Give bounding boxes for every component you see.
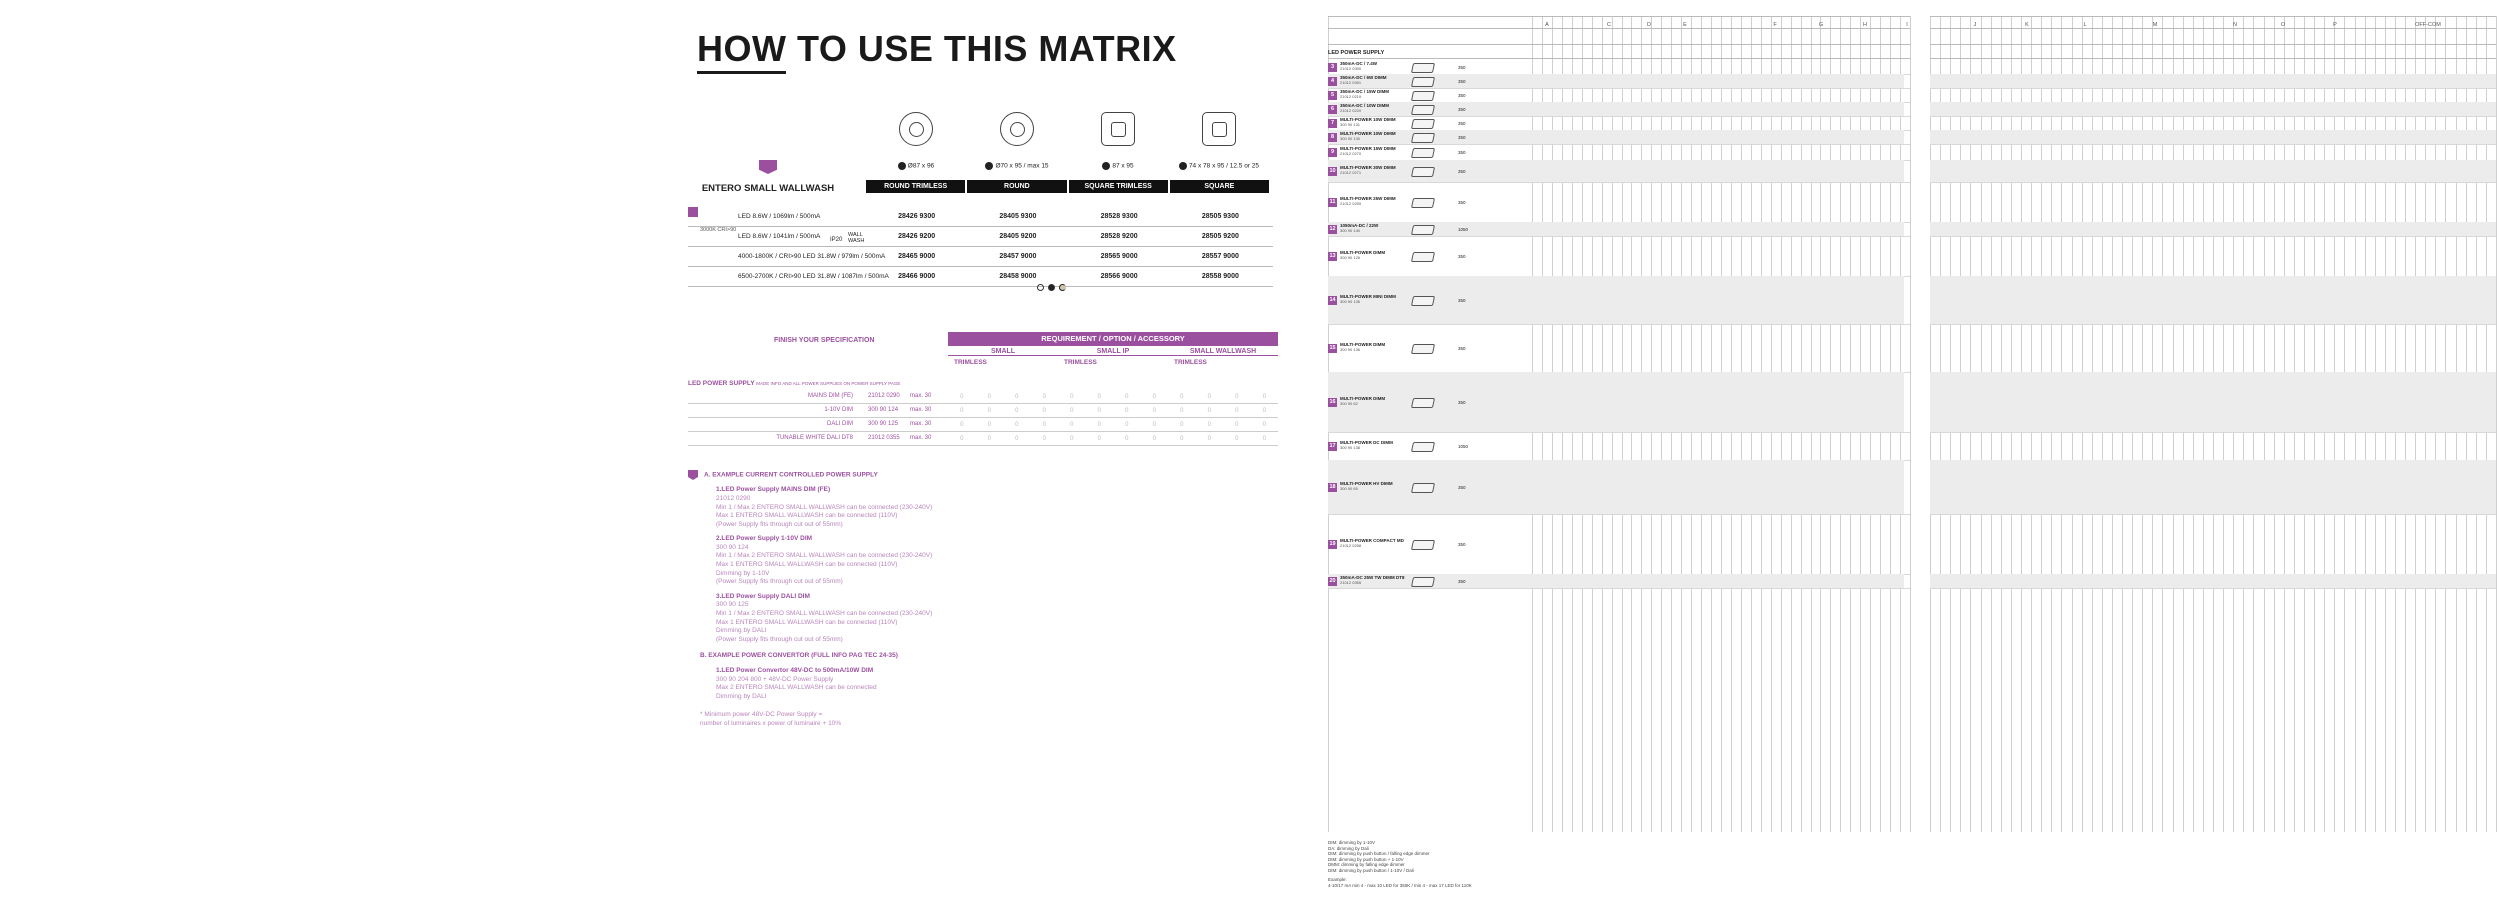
fixture-dim: 87 x 95 bbox=[1112, 162, 1134, 170]
row-number: 20 bbox=[1329, 577, 1336, 584]
power-supply-icon bbox=[1411, 296, 1435, 306]
matrix-column-letter: E bbox=[1683, 22, 1687, 28]
psu-current: 350 bbox=[1458, 134, 1466, 140]
power-supply-icon bbox=[1411, 63, 1435, 73]
info-icon bbox=[1179, 162, 1187, 170]
finish-swatches bbox=[1037, 284, 1066, 291]
footnote: 4-10/17 mA min 4 - max 10 LED for 350K / min 4 - max 17 LED for 110K bbox=[1328, 882, 1472, 888]
matrix-column-letter: A bbox=[1545, 22, 1549, 28]
wallwash-label: WALL WASH bbox=[848, 232, 865, 244]
psu-current: 350 bbox=[1458, 345, 1466, 351]
note-line: 300 90 124 bbox=[716, 543, 749, 551]
psu-model: 1050mA-DC / 22W 300 90 140 bbox=[1340, 222, 1379, 233]
psu-label-text: LED POWER SUPPLY bbox=[688, 380, 755, 387]
psu-model: MULTI-POWER 10W DIMM 300 90 130 bbox=[1340, 130, 1396, 141]
psu-model: MULTI-POWER HV DIMM 300 90 65 bbox=[1340, 480, 1393, 491]
footnote: DIM: dimming by push button / 1-10V / Dali bbox=[1328, 867, 1414, 873]
psu-qty: max. 30 bbox=[910, 393, 932, 399]
power-supply-icon bbox=[1411, 77, 1435, 87]
variant-label: 6500-2700K / CRI>90 LED 31.8W / 1087lm / 500mA bbox=[738, 273, 889, 280]
note-line: Max 1 ENTERO SMALL WALLWASH can be connected (110V) bbox=[716, 512, 898, 520]
matrix-row-shade bbox=[1930, 160, 2496, 182]
footnote: DIM: dimming by push button / falling edge dimmer bbox=[1328, 851, 1430, 856]
matrix-row bbox=[1328, 116, 1904, 130]
fixture-dim: 74 x 78 x 95 / 12.5 or 25 bbox=[1188, 162, 1260, 170]
power-supply-icon bbox=[1411, 119, 1435, 129]
product-block bbox=[688, 160, 848, 194]
fixture-square bbox=[1169, 112, 1269, 170]
finish-subgroup: TRIMLESS bbox=[954, 359, 987, 366]
matrix-column-letter: J bbox=[1973, 22, 1977, 28]
square-downlight-icon bbox=[1202, 112, 1236, 146]
matrix-footnotes bbox=[1328, 840, 1472, 888]
article-code: 28426 9300 bbox=[898, 213, 936, 220]
finish-group: SMALL IP bbox=[1058, 348, 1168, 356]
row-number: 18 bbox=[1329, 483, 1336, 490]
variant-row bbox=[688, 267, 1273, 287]
footnote: DIM: dimming by push button + 1-10V bbox=[1328, 856, 1404, 862]
psu-current: 350 bbox=[1458, 78, 1466, 84]
article-code: 28558 9000 bbox=[1201, 273, 1239, 280]
row-number: 17 bbox=[1329, 442, 1336, 449]
finish-group: SMALL WALLWASH bbox=[1168, 348, 1278, 356]
matrix-column-letter: L bbox=[2083, 22, 2087, 28]
grid-line bbox=[1930, 58, 2496, 59]
info-icon bbox=[1102, 162, 1110, 170]
matrix-row bbox=[1328, 236, 1904, 276]
variant-row bbox=[688, 207, 1273, 227]
grid-line bbox=[1930, 28, 2496, 29]
note-line: 21012 0290 bbox=[716, 494, 751, 502]
grid-line bbox=[1930, 44, 2496, 45]
matrix-row bbox=[1328, 574, 1904, 588]
note-line: 300 90 125 bbox=[716, 601, 749, 609]
notes-a-title: A. EXAMPLE CURRENT CONTROLLED POWER SUPPLY bbox=[688, 470, 948, 480]
note-line: Min 1 / Max 2 ENTERO SMALL WALLWASH can be connected (230-240V) bbox=[716, 552, 933, 560]
variant-row bbox=[688, 227, 1273, 247]
grid-line bbox=[1328, 28, 1910, 29]
note-line: Dimming by DALI bbox=[716, 692, 767, 700]
power-supply-icon bbox=[1411, 105, 1435, 115]
footnote: DA: dimming by Dali bbox=[1328, 845, 1369, 851]
grid-line bbox=[1930, 432, 2496, 433]
matrix-column-letter: C bbox=[1607, 22, 1611, 28]
gold-swatch-icon bbox=[1059, 284, 1066, 291]
grid-line bbox=[1328, 44, 1910, 45]
psu-current: 1050 bbox=[1458, 226, 1469, 232]
matrix-row-shade bbox=[1930, 102, 2496, 116]
matrix-row-shade bbox=[1930, 130, 2496, 144]
grid-line bbox=[1930, 116, 2496, 117]
article-code: 28466 9000 bbox=[898, 273, 936, 280]
row-number: 19 bbox=[1329, 540, 1336, 547]
variant-table bbox=[688, 207, 1273, 287]
article-code: 28465 9000 bbox=[898, 253, 936, 260]
matrix-row bbox=[1328, 460, 1904, 514]
page-title bbox=[697, 28, 1177, 70]
psu-model: MULTI-POWER DIMM 300 90 136 bbox=[1340, 341, 1386, 352]
article-code: 28405 9300 bbox=[999, 213, 1037, 220]
psu-name: TUNABLE WHITE DALI DT8 bbox=[776, 435, 853, 441]
note-tag-icon bbox=[688, 470, 698, 480]
requirement-bar: REQUIREMENT / OPTION / ACCESSORY bbox=[948, 332, 1278, 346]
psu-current: 350 bbox=[1458, 297, 1466, 303]
psu-current: 350 bbox=[1458, 149, 1466, 155]
article-code: 28528 9300 bbox=[1100, 213, 1138, 220]
article-code: 28458 9000 bbox=[999, 273, 1037, 280]
finish-groups bbox=[948, 348, 1278, 356]
finish-subgroup: TRIMLESS bbox=[1064, 359, 1097, 366]
row-number: 7 bbox=[1328, 119, 1337, 128]
psu-code: 21012 0355 bbox=[868, 435, 900, 441]
matrix-row bbox=[1328, 432, 1904, 460]
row-number: 3 bbox=[1328, 63, 1337, 72]
product-badge-icon bbox=[759, 160, 777, 174]
note-line: (Power Supply fits through cut out of 55mm) bbox=[716, 635, 843, 643]
row-number: 14 bbox=[1329, 296, 1336, 303]
title-prefix: HOW bbox=[697, 28, 786, 74]
note-line: Max 1 ENTERO SMALL WALLWASH can be connected (110V) bbox=[716, 561, 898, 569]
matrix-row bbox=[1328, 372, 1904, 432]
matrix-column-letter: F bbox=[1773, 22, 1777, 28]
ip-rating: IP20 bbox=[830, 237, 843, 243]
psu-model: MULTI-POWER MINI DIMM 300 90 135 bbox=[1340, 293, 1396, 304]
footnote: Example: bbox=[1328, 877, 1347, 882]
matrix-column-letter: H bbox=[1863, 22, 1867, 28]
article-code: 28566 9000 bbox=[1100, 273, 1138, 280]
psu-row: MAINS DIM (FE) 21012 0290 max. 30 0 0 0 0 0 0 0 0 0 0 0 0 bbox=[688, 390, 1278, 404]
grid-line bbox=[1910, 16, 1911, 832]
product-name: ENTERO SMALL WALLWASH bbox=[701, 183, 835, 194]
power-supply-icon bbox=[1411, 577, 1435, 587]
grid-line bbox=[1328, 16, 1910, 17]
note-heading: 3.LED Power Supply DALI DIM bbox=[716, 592, 810, 600]
psu-current: 350 bbox=[1458, 106, 1466, 112]
note-line: 300 90 204 800 + 48V-DC Power Supply bbox=[716, 675, 834, 683]
power-supply-icon bbox=[1411, 442, 1435, 452]
matrix-row bbox=[1328, 160, 1904, 182]
article-code: 28405 9200 bbox=[999, 233, 1037, 240]
grid-line bbox=[1930, 144, 2496, 145]
row-number: 6 bbox=[1328, 105, 1337, 114]
matrix-row-shade bbox=[1930, 74, 2496, 88]
psu-model: MULTI-POWER 25W DIMM 21012 0259 bbox=[1340, 195, 1396, 206]
row-number: 16 bbox=[1329, 398, 1336, 405]
matrix-row bbox=[1328, 144, 1904, 160]
fixture-dim: Ø87 x 96 bbox=[907, 162, 935, 170]
note-foot: number of luminaires x power of luminaire + 10% bbox=[700, 719, 842, 727]
note-line: Dimming by 1-10V bbox=[716, 569, 770, 577]
power-supply-icon bbox=[1411, 398, 1435, 408]
white-swatch-icon bbox=[1037, 284, 1044, 291]
power-supply-icon bbox=[1411, 540, 1435, 550]
note-line: (Power Supply fits through cut out of 55mm) bbox=[716, 578, 843, 586]
note-line: Max 1 ENTERO SMALL WALLWASH can be connected (110V) bbox=[716, 618, 898, 626]
note-foot: * Minimum power 48V-DC Power Supply = bbox=[700, 711, 823, 719]
matrix-row-shade bbox=[1930, 460, 2496, 514]
article-code: 28528 9200 bbox=[1100, 233, 1138, 240]
column-header: SQUARE bbox=[1170, 180, 1269, 193]
finish-group: SMALL bbox=[948, 348, 1058, 356]
variant-label: 4000-1800K / CRI>90 LED 31.8W / 979lm / 500mA bbox=[738, 253, 886, 260]
psu-current: 350 bbox=[1458, 120, 1466, 126]
matrix-row bbox=[1328, 60, 1904, 74]
matrix-column-letter: G bbox=[1818, 22, 1824, 28]
psu-current: 350 bbox=[1458, 541, 1466, 547]
psu-model: MULTI-POWER DIMM 300 90 126 bbox=[1340, 249, 1386, 260]
power-supply-icon bbox=[1411, 225, 1435, 235]
row-number: 13 bbox=[1329, 252, 1336, 259]
psu-current: 350 bbox=[1458, 484, 1466, 490]
finish-subgroup: TRIMLESS bbox=[1174, 359, 1207, 366]
grid-line bbox=[1328, 588, 1910, 589]
psu-name: MAINS DIM (FE) bbox=[808, 393, 853, 399]
matrix-row-shade bbox=[1930, 574, 2496, 588]
matrix-column-letter: P bbox=[2333, 22, 2337, 28]
matrix-row bbox=[1328, 74, 1904, 88]
article-code: 28426 9200 bbox=[898, 233, 936, 240]
grid-line bbox=[1930, 88, 2496, 89]
note-line: Min 1 / Max 2 ENTERO SMALL WALLWASH can be connected (230-240V) bbox=[716, 610, 933, 618]
round-downlight-icon bbox=[899, 112, 933, 146]
fixture-round bbox=[967, 112, 1067, 170]
row-number: 10 bbox=[1329, 167, 1336, 174]
psu-qty: max. 30 bbox=[910, 421, 932, 427]
note-heading: 1.LED Power Convertor 48V-DC to 500mA/10W DIM bbox=[716, 667, 874, 674]
matrix-row bbox=[1328, 102, 1904, 116]
article-code: 28557 9000 bbox=[1201, 253, 1239, 260]
fixture-square-trimless bbox=[1068, 112, 1168, 170]
psu-model: MULTI-POWER 15W DIMM 21012 0270 bbox=[1340, 145, 1396, 156]
matrix-column-letter: D bbox=[1647, 22, 1651, 28]
psu-current: 350 bbox=[1458, 199, 1466, 205]
notes-b-title: B. EXAMPLE POWER CONVERTOR (FULL INFO PAG TEC 24-35) bbox=[700, 652, 898, 660]
psu-qty: max. 30 bbox=[910, 407, 932, 413]
power-supply-icon bbox=[1411, 483, 1435, 493]
variant-cct: 3000K CRI>90 bbox=[700, 227, 737, 233]
article-code: 28457 9000 bbox=[999, 253, 1037, 260]
matrix-row bbox=[1328, 88, 1904, 102]
matrix-row bbox=[1328, 324, 1904, 372]
psu-row: TUNABLE WHITE DALI DT8 21012 0355 max. 30 0 0 0 0 0 0 0 0 0 0 0 0 bbox=[688, 432, 1278, 446]
psu-name: DALI DIM bbox=[826, 421, 853, 427]
variant-label: LED 8.6W / 1069lm / 500mA bbox=[738, 213, 821, 220]
psu-model: MULTI-POWER 10W DIMM 300 90 131 bbox=[1340, 116, 1396, 127]
matrix-row-shade bbox=[1930, 372, 2496, 432]
title-rest: TO USE THIS MATRIX bbox=[786, 28, 1177, 69]
psu-model: MULTI-POWER DIMM 300 90 62 bbox=[1340, 395, 1386, 406]
psu-code: 21012 0290 bbox=[868, 393, 900, 399]
psu-model: MULTI-POWER COMPACT MD 21012 0258 bbox=[1340, 537, 1404, 548]
psu-name: 1-10V DIM bbox=[824, 407, 853, 413]
grid-line bbox=[1930, 182, 2496, 183]
psu-current: 350 bbox=[1458, 64, 1466, 70]
grid-line bbox=[1930, 514, 2496, 515]
matrix-row bbox=[1328, 514, 1904, 574]
article-code: 28505 9200 bbox=[1201, 233, 1239, 240]
psu-label bbox=[688, 380, 900, 387]
matrix-column-letter: K bbox=[2025, 22, 2029, 28]
grid-line bbox=[1328, 58, 1910, 59]
finish-subgroups bbox=[948, 359, 1278, 366]
matrix-column-letter: N bbox=[2233, 22, 2237, 28]
matrix-row bbox=[1328, 130, 1904, 144]
black-swatch-icon bbox=[1048, 284, 1055, 291]
matrix-column-letter: O bbox=[2280, 22, 2286, 28]
psu-model: 350mA-DC 25W TW DIMM DT8 21012 0355 bbox=[1340, 574, 1405, 585]
psu-row: 1-10V DIM 300 90 124 max. 30 0 0 0 0 0 0 0 0 0 0 0 0 bbox=[688, 404, 1278, 418]
psu-qty: max. 30 bbox=[910, 435, 932, 441]
note-line: Min 1 / Max 2 ENTERO SMALL WALLWASH can be connected (230-240V) bbox=[716, 503, 933, 511]
column-header: ROUND bbox=[967, 180, 1066, 193]
column-header: SQUARE TRIMLESS bbox=[1069, 180, 1168, 193]
round-downlight-icon bbox=[1000, 112, 1034, 146]
row-number: 12 bbox=[1329, 225, 1336, 232]
matrix-column-letter: M bbox=[2152, 22, 2158, 28]
matrix-row-shade bbox=[1930, 276, 2496, 324]
column-header: ROUND TRIMLESS bbox=[866, 180, 965, 193]
matrix-column-letter: I bbox=[1906, 22, 1908, 28]
variant-row bbox=[688, 247, 1273, 267]
psu-current: 350 bbox=[1458, 168, 1466, 174]
row-number: 4 bbox=[1328, 77, 1337, 86]
psu-model: 350mA-DC / 10W DIMM 21012 0220 bbox=[1340, 102, 1390, 113]
note-heading: 1.LED Power Supply MAINS DIM (FE) bbox=[716, 486, 831, 494]
info-icon bbox=[898, 162, 906, 170]
column-header-row bbox=[866, 180, 1271, 193]
fixture-round-trimless bbox=[866, 112, 966, 170]
note-heading: 2.LED Power Supply 1-10V DIM bbox=[716, 535, 813, 543]
psu-code: 300 90 124 bbox=[868, 407, 899, 413]
article-code: 28565 9000 bbox=[1100, 253, 1138, 260]
fixture-dim: Ø70 x 95 / max 15 bbox=[995, 162, 1049, 170]
psu-current: 350 bbox=[1458, 578, 1466, 584]
power-supply-icon bbox=[1411, 344, 1435, 354]
square-downlight-icon bbox=[1101, 112, 1135, 146]
note-line: (Power Supply fits through cut out of 55mm) bbox=[716, 520, 843, 528]
power-supply-icon bbox=[1411, 91, 1435, 101]
grid-line bbox=[1930, 588, 2496, 589]
psu-model: MULTI-POWER DC DIMM 300 90 138 bbox=[1340, 439, 1393, 450]
matrix-psu-title: LED POWER SUPPLY bbox=[1328, 50, 1385, 56]
power-supply-icon bbox=[1411, 148, 1435, 158]
psu-current: 1050 bbox=[1458, 443, 1469, 449]
matrix-row bbox=[1328, 276, 1904, 324]
row-number: 9 bbox=[1328, 148, 1337, 157]
grid-line bbox=[2496, 16, 2497, 832]
power-supply-icon bbox=[1411, 252, 1435, 262]
grid-line bbox=[1930, 236, 2496, 237]
psu-code: 300 90 125 bbox=[868, 421, 899, 427]
psu-model: MULTI-POWER 30W DIMM 21012 0271 bbox=[1340, 164, 1396, 175]
variant-label: LED 8.6W / 1041lm / 500mA bbox=[738, 233, 821, 240]
matrix-top-label: OFF-COM bbox=[2415, 22, 2441, 28]
row-number: 8 bbox=[1328, 133, 1337, 142]
power-supply-icon bbox=[1411, 167, 1435, 177]
note-line: Dimming by DALI bbox=[716, 627, 767, 635]
grid-line bbox=[1930, 324, 2496, 325]
row-number: 15 bbox=[1329, 344, 1336, 351]
grid-line bbox=[1930, 16, 2496, 17]
psu-current: 350 bbox=[1458, 253, 1466, 259]
finish-title: FINISH YOUR SPECIFICATION bbox=[774, 337, 875, 344]
row-number: 5 bbox=[1328, 91, 1337, 100]
psu-model: 350mA-DC / 6W DIMM 21012 0391 bbox=[1340, 74, 1387, 85]
matrix-row bbox=[1328, 222, 1904, 236]
note-line: Max 2 ENTERO SMALL WALLWASH can be connected bbox=[716, 684, 877, 692]
psu-model: 350mA-DC / 7.4W 21012 0390 bbox=[1340, 60, 1378, 71]
example-notes bbox=[688, 470, 948, 729]
row-number: 11 bbox=[1329, 198, 1336, 205]
footnote: DMM: dimming by falling edge dimmer bbox=[1328, 862, 1405, 867]
article-code: 28505 9300 bbox=[1201, 213, 1239, 220]
psu-current: 350 bbox=[1458, 92, 1466, 98]
psu-hint: MADE INFO AND ALL POWER SUPPLIES ON POWER SUPPLY PAGE bbox=[756, 381, 901, 386]
matrix-row-shade bbox=[1930, 222, 2496, 236]
power-supply-icon bbox=[1411, 198, 1435, 208]
psu-row: DALI DIM 300 90 125 max. 30 0 0 0 0 0 0 0 0 0 0 0 0 bbox=[688, 418, 1278, 432]
power-supply-icon bbox=[1411, 133, 1435, 143]
footnote: DIM: dimming by 1-10V bbox=[1328, 840, 1376, 845]
matrix-row bbox=[1328, 182, 1904, 222]
psu-model: 350mA-DC / 15W DIMM 21012 0219 bbox=[1340, 88, 1390, 99]
fixture-icons bbox=[866, 112, 1271, 172]
info-icon bbox=[985, 162, 993, 170]
psu-current: 350 bbox=[1458, 399, 1466, 405]
